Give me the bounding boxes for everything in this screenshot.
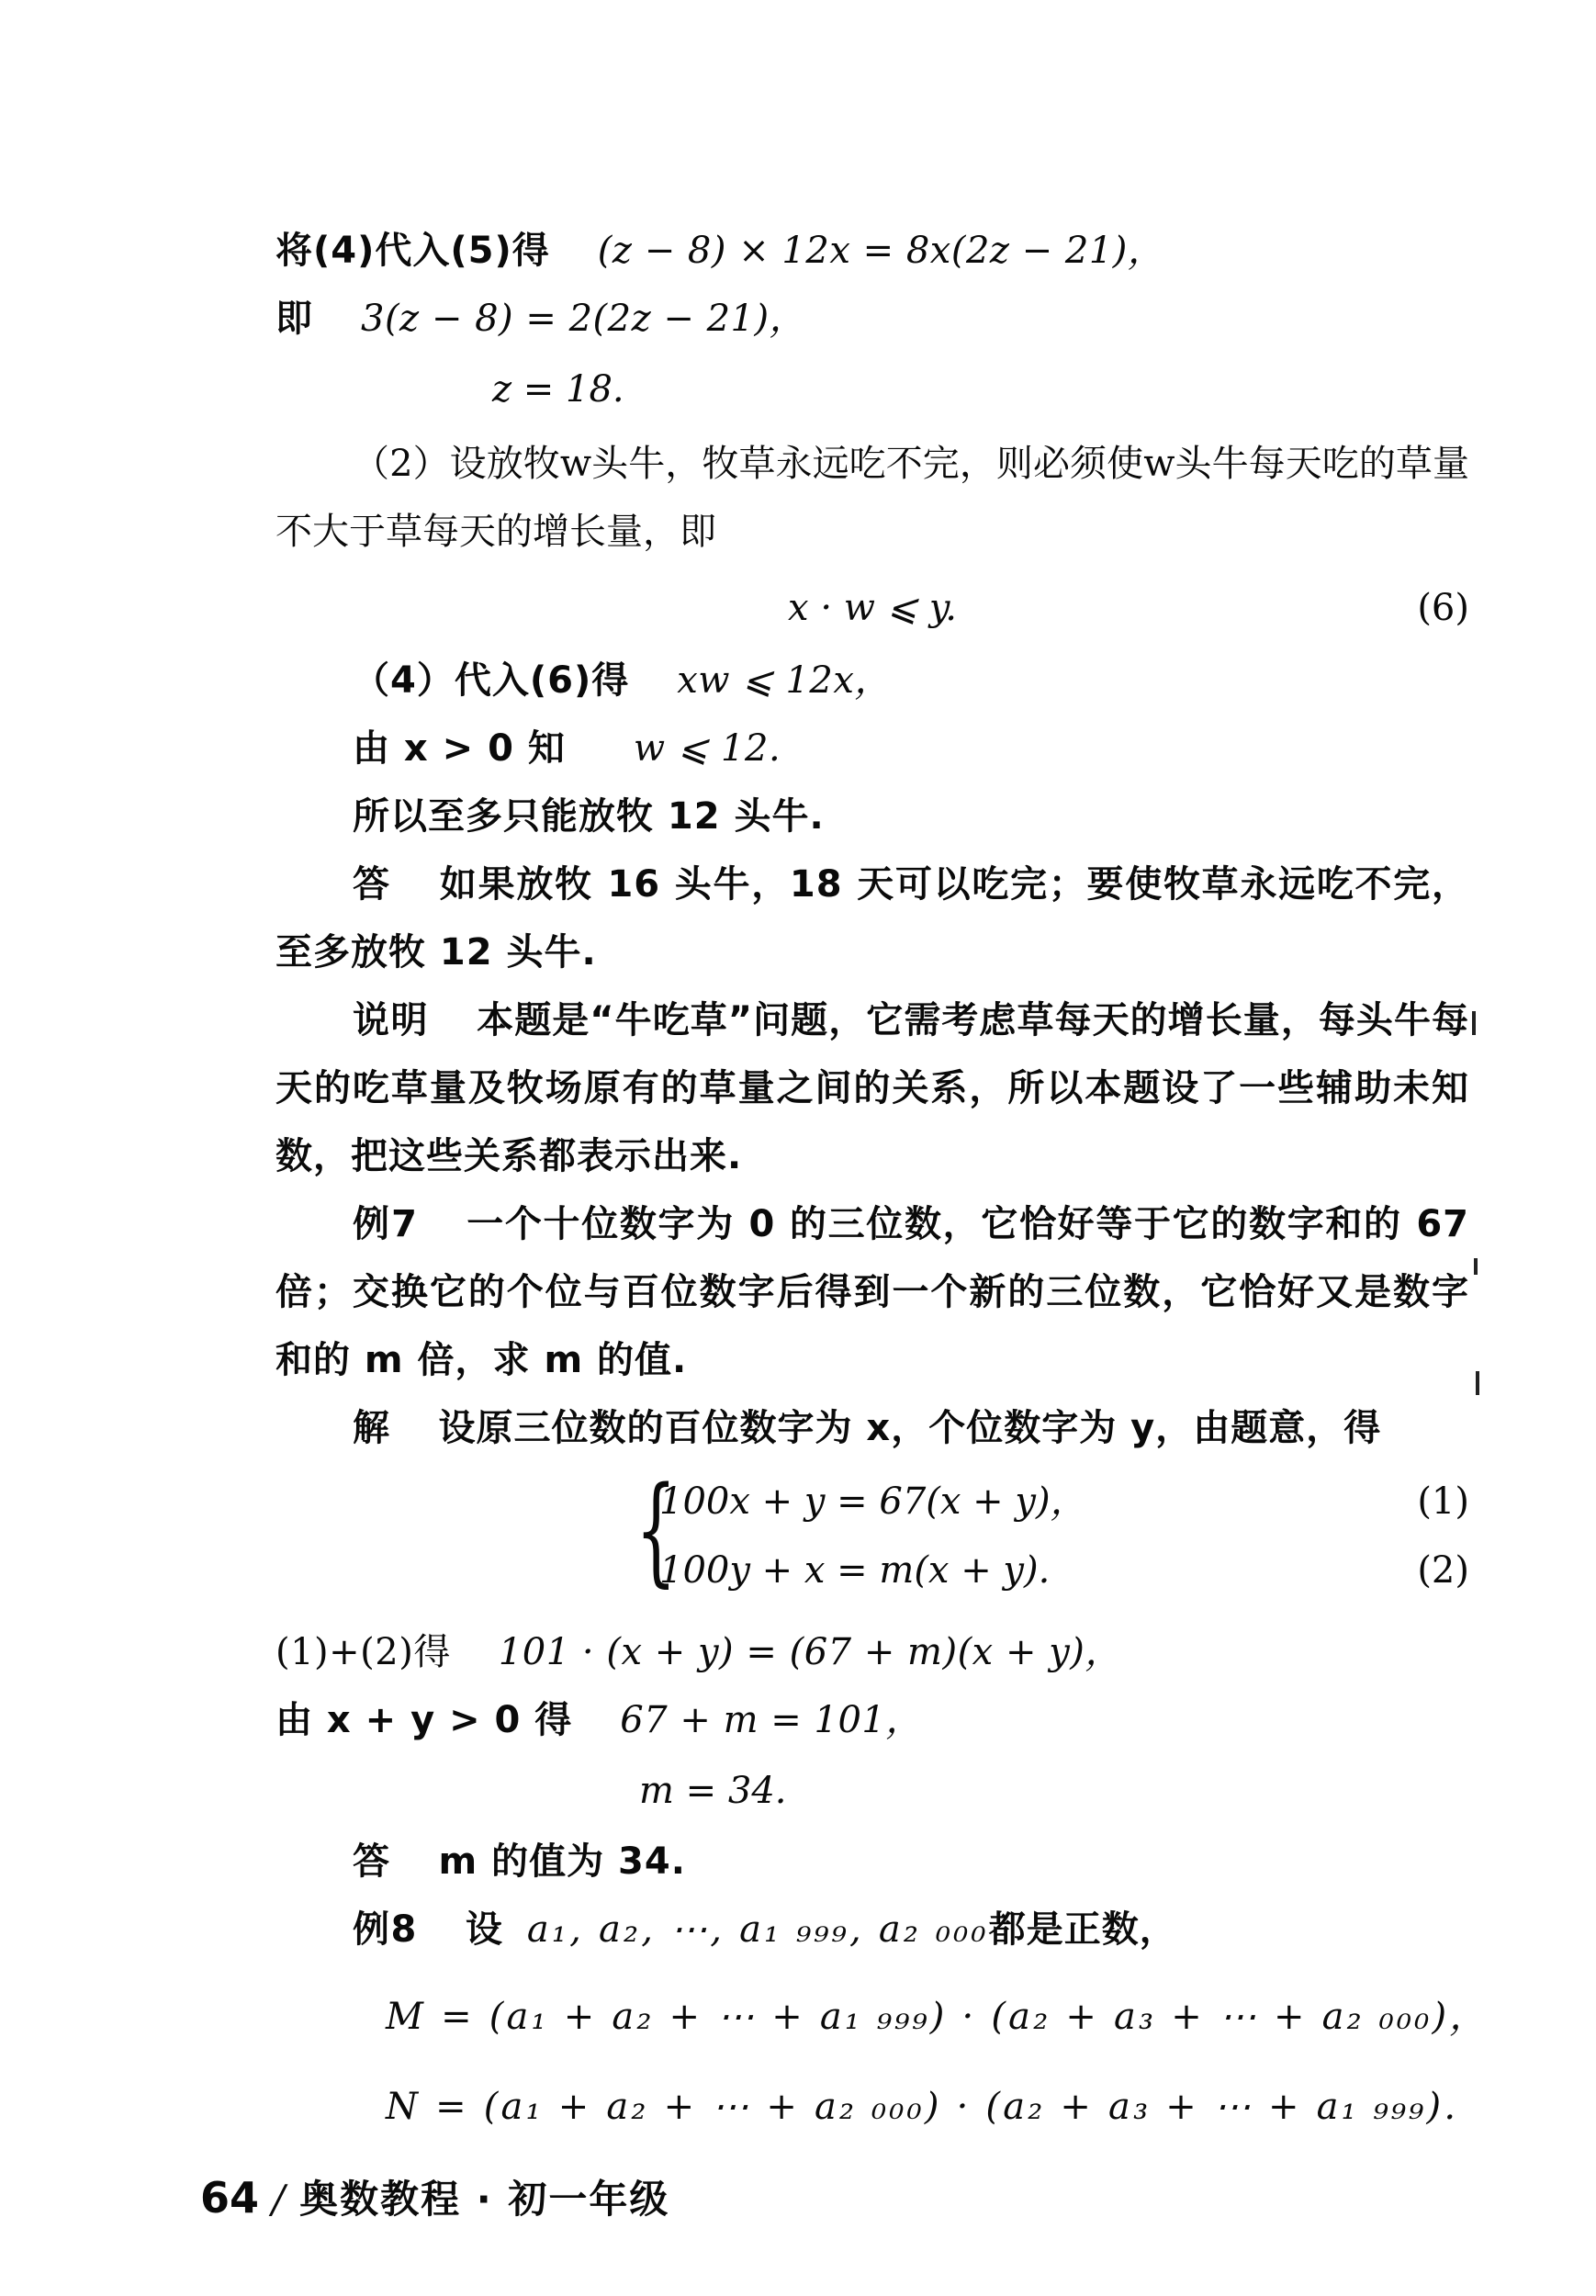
display-N-definition: N = (a₁ + a₂ + ⋯ + a₂ ₀₀₀) · (a₂ + a₃ + ⋯ + a₁ ₉₉₉). <box>386 2086 1459 2128</box>
left-brace-icon: { <box>635 1462 677 1599</box>
book-title: 奥数教程 · 初一年级 <box>299 2177 670 2222</box>
page-footer <box>200 2169 669 2224</box>
line-namely-lead: 即 <box>275 298 313 340</box>
equation-1-number: (1) <box>1417 1480 1469 1523</box>
line-substitute-4-into-6-lead: （4）代入(6)得 <box>353 659 630 702</box>
example-8-tail: 都是正数， <box>988 1908 1177 1951</box>
equation-system-row <box>659 1536 1469 1605</box>
example-8-sequence: a₁, a₂, ⋯, a₁ ₉₉₉, a₂ ₀₀₀ <box>526 1908 989 1951</box>
line-example-8 <box>275 1896 1469 1964</box>
equation-system <box>275 1462 1469 1605</box>
line-sum-of-equations <box>275 1618 1469 1686</box>
paragraph-part-2: （2）设放牧w头牛，牧草永远吃不完，则必须使w头牛每天吃的草量不大于草每天的增长量，即 <box>275 443 1469 553</box>
line-substitute-4-into-5 <box>275 217 1469 285</box>
scan-artifact-mark <box>1474 1258 1478 1275</box>
line-from-x-positive-equation: w ⩽ 12. <box>633 727 781 770</box>
scan-artifact-mark <box>1476 1371 1479 1395</box>
display-M-definition: M = (a₁ + a₂ + ⋯ + a₁ ₉₉₉) · (a₂ + a₃ + ⋯ + a₂ ₀₀₀)， <box>386 1996 1489 2038</box>
example-7-text: 一个十位数字为 0 的三位数，它恰好等于它的数字和的 67 倍；交换它的个位与百位数字后得到一个新的三位数，它恰好又是数字和的 m 倍，求 m 的值. <box>275 1203 1469 1381</box>
line-substitute-4-into-6 <box>275 647 1469 715</box>
solution-7-label: 解 <box>353 1407 391 1449</box>
answer-2-label: 答 <box>353 1840 391 1883</box>
equation-6-body: x · w ⩽ y. <box>788 587 957 629</box>
line-from-x-plus-y-positive <box>275 1686 1469 1754</box>
paragraph-solution-7 <box>275 1394 1469 1462</box>
line-from-x-positive <box>275 715 1469 782</box>
line-sum-equation: 101 · (x + y) = (67 + m)(x + y)， <box>498 1631 1122 1673</box>
line-substitute-4-into-5-equation: (z − 8) × 12x = 8x(2z − 21)， <box>597 230 1165 272</box>
note-label: 说明 <box>353 999 430 1041</box>
line-from-x-plus-y-equation: 67 + m = 101， <box>620 1699 923 1741</box>
example-8-label: 例8 <box>353 1908 418 1951</box>
line-from-x-plus-y-lead: 由 x + y > 0 得 <box>275 1699 573 1741</box>
equation-2-number: (2) <box>1417 1549 1469 1592</box>
line-substitute-4-into-5-lead: 将(4)代入(5)得 <box>275 230 550 272</box>
paragraph-note <box>275 986 1469 1190</box>
page-number: 64 <box>200 2173 260 2223</box>
equation-6-number: (6) <box>1417 587 1469 629</box>
line-sum-lead-numbers: (1)+(2)得 <box>275 1631 451 1673</box>
example-7-label: 例7 <box>353 1203 419 1245</box>
line-conclusion-12-cows: 所以至多只能放牧 12 头牛. <box>353 795 825 838</box>
display-equation-6 <box>275 571 1469 645</box>
note-text: 本题是“牛吃草”问题，它需考虑草每天的增长量，每头牛每天的吃草量及牧场原有的草量之间的关系，所以本题设了一些辅助未知数，把这些关系都表示出来. <box>275 999 1470 1177</box>
line-namely <box>275 285 1469 353</box>
paragraph-answer-1 <box>275 850 1469 986</box>
display-m-value: m = 34. <box>639 1770 787 1812</box>
equation-system-row <box>659 1468 1469 1536</box>
example-8-lead: 设 <box>465 1908 503 1951</box>
line-answer-2 <box>275 1828 1469 1896</box>
scan-artifact-mark <box>1472 1011 1476 1035</box>
line-substitute-4-into-6-equation: xw ⩽ 12x， <box>677 659 892 702</box>
line-namely-equation: 3(z − 8) = 2(2z − 21)， <box>361 298 807 340</box>
equation-1-body: 100x + y = 67(x + y)， <box>659 1480 1087 1523</box>
answer-2-text: m 的值为 34. <box>438 1840 686 1883</box>
page-body <box>275 217 1489 2144</box>
line-from-x-positive-lead: 由 x > 0 知 <box>353 727 566 770</box>
answer-1-label: 答 <box>353 863 392 906</box>
display-z-value: z = 18. <box>492 368 624 411</box>
footer-separator: / <box>272 2177 286 2222</box>
paragraph-example-7 <box>275 1190 1469 1394</box>
equation-2-body: 100y + x = m(x + y). <box>659 1549 1051 1592</box>
solution-7-text: 设原三位数的百位数字为 x，个位数字为 y，由题意，得 <box>438 1407 1382 1449</box>
answer-1-text: 如果放牧 16 头牛，18 天可以吃完；要使牧草永远吃不完，至多放牧 12 头牛. <box>275 863 1469 974</box>
